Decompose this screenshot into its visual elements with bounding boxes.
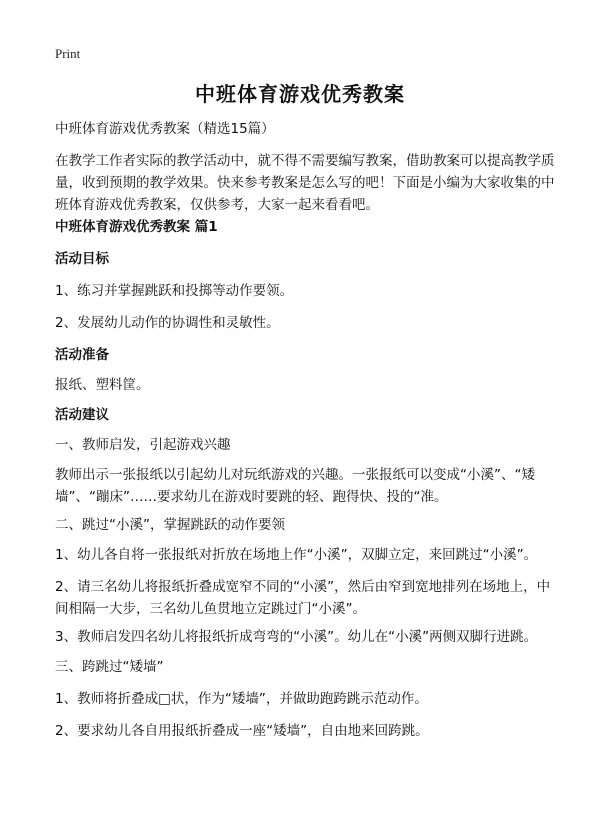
goal-item-1: 1、练习并掌握跳跃和投掷等动作要领。: [55, 283, 294, 299]
step2-heading: 二、跳过“小溪”，掌握跳跃的动作要领: [55, 517, 285, 533]
step2-item-1: 1、幼儿各自将一张报纸对折放在场地上作“小溪”，双脚立定，来回跳过“小溪”。: [55, 547, 538, 563]
page-title: 中班体育游戏优秀教案: [195, 82, 405, 106]
goal-item-2: 2、发展幼儿动作的协调性和灵敏性。: [55, 315, 280, 331]
advice-heading: 活动建议: [55, 407, 109, 423]
section-heading: 中班体育游戏优秀教案 篇1: [55, 219, 218, 235]
step2-item-3: 3、教师启发四名幼儿将报纸折成弯弯的“小溪”。幼儿在“小溪”两侧双脚行进跳。: [55, 629, 538, 645]
print-link[interactable]: Print: [55, 46, 81, 61]
step1-heading: 一、教师启发，引起游戏兴趣: [55, 437, 231, 453]
prep-text: 报纸、塑料筐。: [55, 377, 150, 393]
goal-heading: 活动目标: [55, 251, 109, 267]
intro-paragraph: 在教学工作者实际的教学活动中，就不得不需要编写教案，借助教案可以提高教学质量，收到预期的教学效果。快来参考教案是怎么写的吧！下面是小编为大家收集的中班体育游戏优秀教案，仅供参考，大家一起来看看吧。: [55, 153, 555, 213]
step3-item-2: 2、要求幼儿各自用报纸折叠成一座“矮墙”，自由地来回跨跳。: [55, 723, 429, 739]
step2-item-2: 2、请三名幼儿将报纸折叠成宽窄不同的“小溪”，然后由窄到宽地排列在场地上，中间相隔一大步，三名幼儿鱼贯地立定跳过门“小溪”。: [55, 579, 551, 617]
step3-heading: 三、跨跳过“矮墙”: [55, 659, 164, 675]
prep-heading: 活动准备: [55, 347, 109, 363]
step1-text: 教师出示一张报纸以引起幼儿对玩纸游戏的兴趣。一张报纸可以变成“小溪”、“矮墙”、“蹦床”……要求幼儿在游戏时要跳的轻、跑得快、投的“准。: [55, 467, 535, 505]
step3-item-1: 1、教师将折叠成□状，作为“矮墙”，并做助跑跨跳示范动作。: [55, 691, 428, 707]
subtitle: 中班体育游戏优秀教案（精选15篇）: [55, 121, 275, 137]
